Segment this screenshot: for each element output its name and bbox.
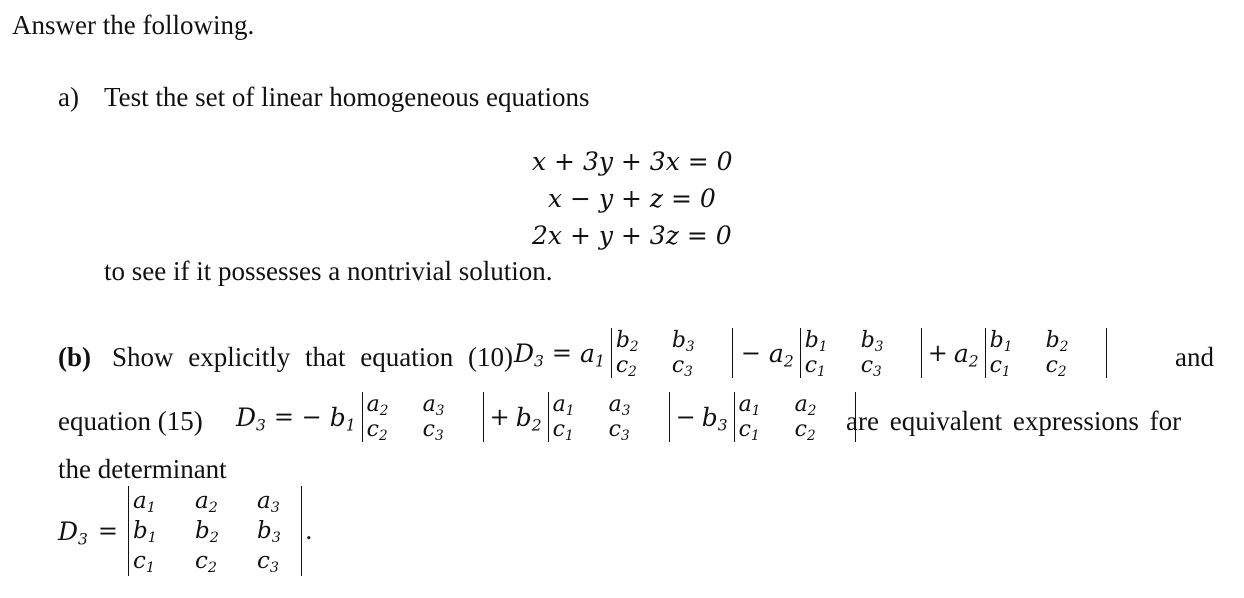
part-a-text: Test the set of linear homogeneous equations xyxy=(104,82,590,112)
formula-eq10: $D_3$ = $a_1$ $b_2$ $b_3$ $c_2$ $c_3$ − $a_2$ $b_1$ $b_3$ $c_1$ $c_3$ + $a_2$ $b_1$ $b_2$ $c_1$ $c_2$ xyxy=(514,328,1107,378)
and-text: and xyxy=(1175,342,1214,372)
part-b-text2: equation (15) xyxy=(58,406,203,436)
formula-eq15: $D_3$ = − $b_1$ $a_2$ $a_3$ $c_2$ $c_3$ + $b_2$ $a_1$ $a_3$ $c_1$ $c_3$ − $b_3$ $a_1$ $a_2$ $c_1$ $c_2$ xyxy=(236,392,856,442)
part-a-tail: to see if it possesses a nontrivial solution. xyxy=(104,256,553,286)
equation-2: x − y + z = 0 xyxy=(548,184,716,213)
part-b-text4: the determinant xyxy=(58,454,227,484)
part-a-label: a) xyxy=(58,82,79,112)
intro-text: Answer the following. xyxy=(12,10,255,40)
part-b-label: (b) xyxy=(58,342,91,372)
equation-3: 2x + y + 3z = 0 xyxy=(532,221,732,250)
part-b-text3: are equivalent expressions for xyxy=(846,406,1182,436)
part-b-text1: Show explicitly that equation (10) xyxy=(112,342,513,372)
determinant-d3: $D_3$ = $a_1$ $a_2$ $a_3$ $b_1$ $b_2$ $b_3$ $c_1$ $c_2$ $c_3$ . xyxy=(58,488,313,576)
equation-1: x + 3y + 3x = 0 xyxy=(532,147,733,176)
